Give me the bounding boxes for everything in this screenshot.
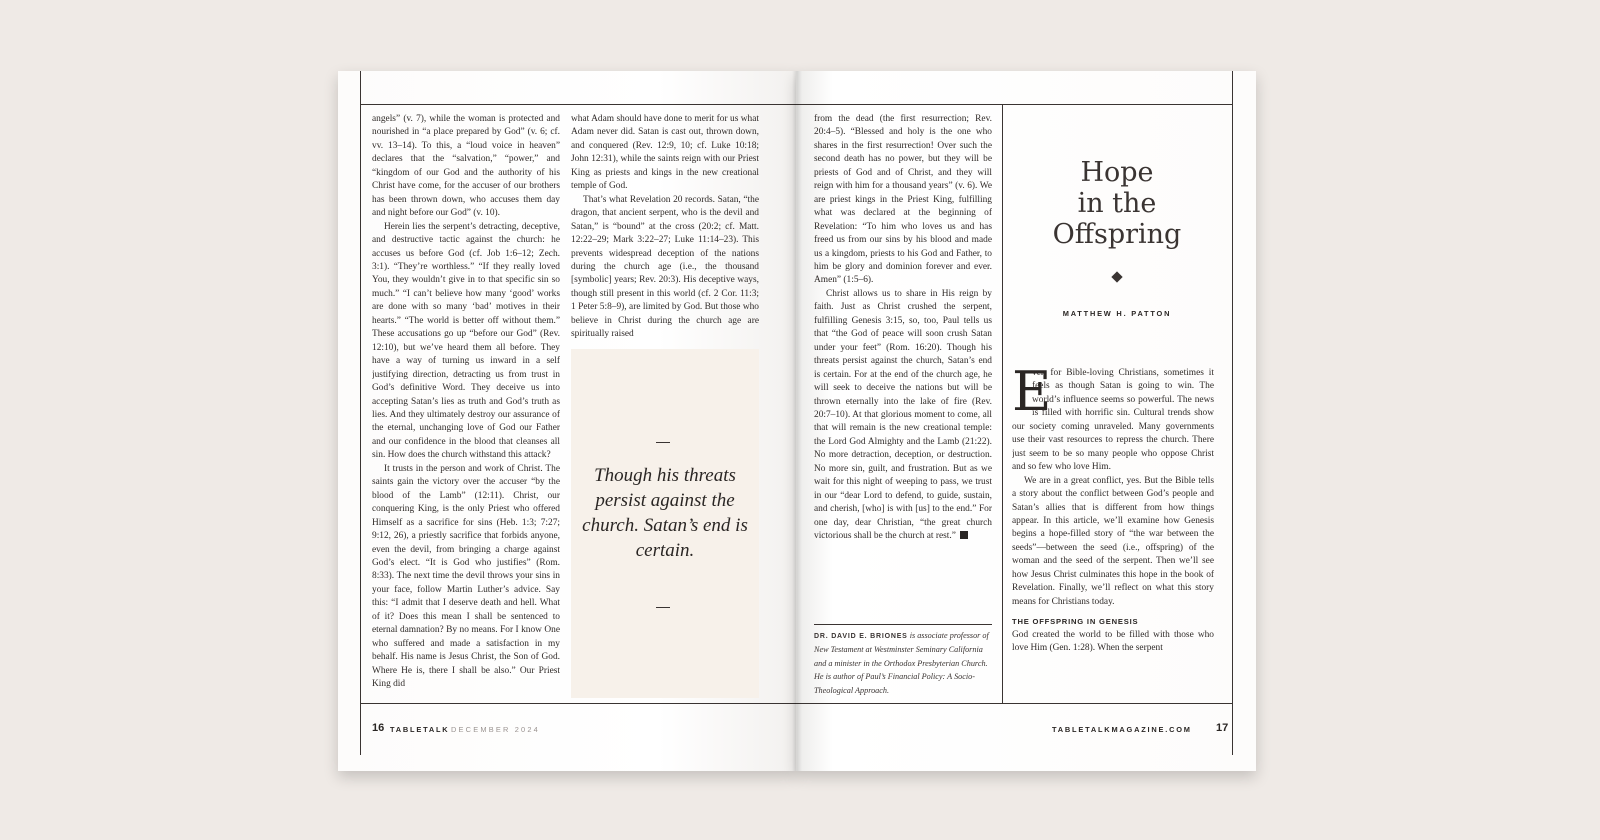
paragraph: what Adam should have done to merit for us what Adam never did. Satan is cast out, thrown down, and conquered (Rev. 12:9, 10; cf. Luke 10:18; John 12:31), while the saints reign with our Priest King as priests and kings in the new creational temple of God. <box>571 114 759 192</box>
magazine-name: TABLETALK <box>390 725 450 734</box>
pull-quote-dash-bottom <box>656 607 670 608</box>
pull-quote-box <box>571 349 759 698</box>
website: TABLETALKMAGAZINE.COM <box>1052 725 1192 734</box>
top-rule <box>360 104 796 105</box>
diamond-ornament-icon <box>1111 271 1122 282</box>
gutter-shadow <box>792 71 802 771</box>
paragraph: angels” (v. 7), while the woman is protected and nourished in “a place prepared by God” (v. 6; cf. vv. 13–14). To this, a “loud voice in heaven” declares that the “salvation,” “power,” and “kingdom of our God and the authority of his Christ have come, for the accuser of our brothers has been thrown down, who accuses them day and night before our God” (v. 10). <box>372 114 560 219</box>
end-mark-icon <box>960 531 968 539</box>
right-margin-rule <box>1232 71 1233 755</box>
intro-paragraph <box>1012 360 1214 475</box>
left-column-2 <box>571 113 759 345</box>
intro-text: ven for Bible-loving Christians, sometimes it feels as though Satan is going to win. The world’s influence seems so powerful. The news is filled with horrific sin. Cultural trends show our society coming unraveled. Many governments use their vast resources to repress the church. There just seem to be so many people who oppose Christ and so few who love Him. <box>1012 368 1214 473</box>
section-subhead: THE OFFSPRING IN GENESIS <box>1012 617 1139 627</box>
paragraph: It trusts in the person and work of Christ. The saints gain the victory over the accuser “by the blood of the Lamb” (12:11). Christ, our conquering King, is the only Priest who offered Himself as a sacrifice for sins (Heb. 1:3; 7:27; 9:12, 26), a priestly sacrifice that forbids anyone, even the devil, from bringing a charge against God’s elect. “It is God who justifies” (Rom. 8:33). The next time the devil throws your sins in your face, follow Martin Luther’s advice. Say this: “I admit that I deserve death and hell. What of it? Does this mean I shall be sentenced to eternal damnation? By no means. For I know One who suffered and made a satisfaction in my behalf. His name is Jesus Christ, the Son of God. Where He is, there I shall be also.” Our Priest King did <box>372 463 560 690</box>
bio-name: DR. DAVID E. BRIONES <box>814 633 908 640</box>
article-author: MATTHEW H. PATTON <box>1062 309 1172 318</box>
author-bio <box>814 629 992 697</box>
left-margin-rule <box>360 71 361 755</box>
pull-quote-dash-top <box>656 442 670 443</box>
drop-cap: E <box>1012 360 1052 423</box>
right-page <box>796 71 1256 771</box>
bottom-rule <box>360 703 796 704</box>
paragraph: from the dead (the first resurrection; Rev. 20:4–5). “Blessed and holy is the one who shares in the first resurrection! Over such the second death has no power, but they will be priests of God and of Christ, and they will reign with him for a thousand years” (v. 6). We are priest kings in the Priest King, fulfilling what was declared at the beginning of Revelation: “To him who loves us and has freed us from our sins by his blood and made us a kingdom, priests to his God and Father, to him be glory and dominion forever and ever. Amen” (1:5–6). <box>814 114 992 286</box>
title-line: Hope <box>1080 157 1154 188</box>
paragraph: God created the world to be filled with those who love Him (Gen. 1:28). When the serpent <box>1012 629 1214 654</box>
article-intro <box>1012 360 1214 701</box>
title-line: Offspring <box>1052 219 1182 250</box>
bio-text: is associate professor of New Testament at Westminster Seminary California and a minister in the Orthodox Presbyterian Church. He is author of Paul’s Financial Policy: A Socio-Theological Approach. <box>814 631 989 695</box>
paragraph: That’s what Revelation 20 records. Satan, “the dragon, that ancient serpent, who is the devil and Satan,” is “bound” at the cross (20:2; cf. Matt. 12:22–29; Mark 3:22–27; Luke 11:14–23). This prevents widespread deception of the nations during the church age (i.e., the thousand [symbolic] years; Rev. 20:3). His deceptive ways, though still present in this world (cf. 2 Cor. 11:3; 1 Peter 5:8–9), are limited by God. But those who believe in Christ during the church age are spiritually raised <box>571 194 759 340</box>
page-number: 16 <box>372 722 385 734</box>
title-line: in the <box>1077 188 1157 219</box>
paragraph <box>814 288 992 544</box>
magazine-spread <box>338 71 1256 771</box>
left-page <box>338 71 796 771</box>
bottom-rule <box>796 703 1232 704</box>
paragraph: We are in a great conflict, yes. But the Bible tells a story about the conflict between God’s people and Satan’s allies that is different from how things appear. In this article, we’ll examine how Genesis begins a hope-filled story of “the war between the seeds”—between the seed (i.e., offspring) of the woman and the seed of the serpent. Then we’ll see how Jesus Christ culminates this hope in the book of Revelation. Finally, we’ll reflect on what this story means for Christians today. <box>1012 475 1214 607</box>
bio-rule <box>814 624 992 625</box>
top-rule <box>796 104 1232 105</box>
paragraph: Herein lies the serpent’s detracting, deceptive, and destructive tactic against the church: he accuses us before God (cf. Job 1:6–12; Zech. 3:1). “They’re worthless.” “If they really loved You, they wouldn’t give in to that specific sin so much.” “I can’t believe how many ‘good’ works are done with so many ‘bad’ motives in their hearts.” “The world is better off without them.” These accusations go up “before our God” (Rev. 12:10), but we’ve heard them all before. They have a way of turning us inward in a self justifying direction, detracting us from trust in God’s definitive Word. They deceive us into accepting Satan’s lies as truth and God’s truth as lies. And they ultimately destroy our assurance of the eternal, unchanging love of God our Father and our confidence in the blood that cleanses all sin. How does the church withstand this attack? <box>372 221 560 461</box>
page-number: 17 <box>1216 722 1229 734</box>
left-column-1 <box>372 113 560 693</box>
article-title <box>1002 157 1232 250</box>
paragraph-text: Christ allows us to share in His reign by faith. Just as Christ crushed the serpent, fulfilling Genesis 3:15, so, too, Paul tells us that “the God of peace will soon crush Satan under your feet” (Rom. 16:20). Though his threats persist against the church, Satan’s end is certain. For at the end of the church age, he will seek to deceive the nations but will be thrown eternally into the lake of fire (Rev. 20:7–10). At that glorious moment to come, all that will remain is the new creational temple: the Lord God Almighty and the Lamb (21:22). No more detraction, deception, or destruction. No more sin, guilt, and frustration. But as we wait for this night of weeping to pass, we trust in our “dear Lord to defend, to guide, sustain, and cherish, [who] is with [us] to the end.” For one day, dear Christian, “the great church victorious shall be the church at rest.” <box>814 288 992 542</box>
issue-date: DECEMBER 2024 <box>451 725 540 734</box>
right-column-1 <box>814 113 992 613</box>
pull-quote-text: Though his threats persist against the church. Satan’s end is certain. <box>582 465 748 561</box>
